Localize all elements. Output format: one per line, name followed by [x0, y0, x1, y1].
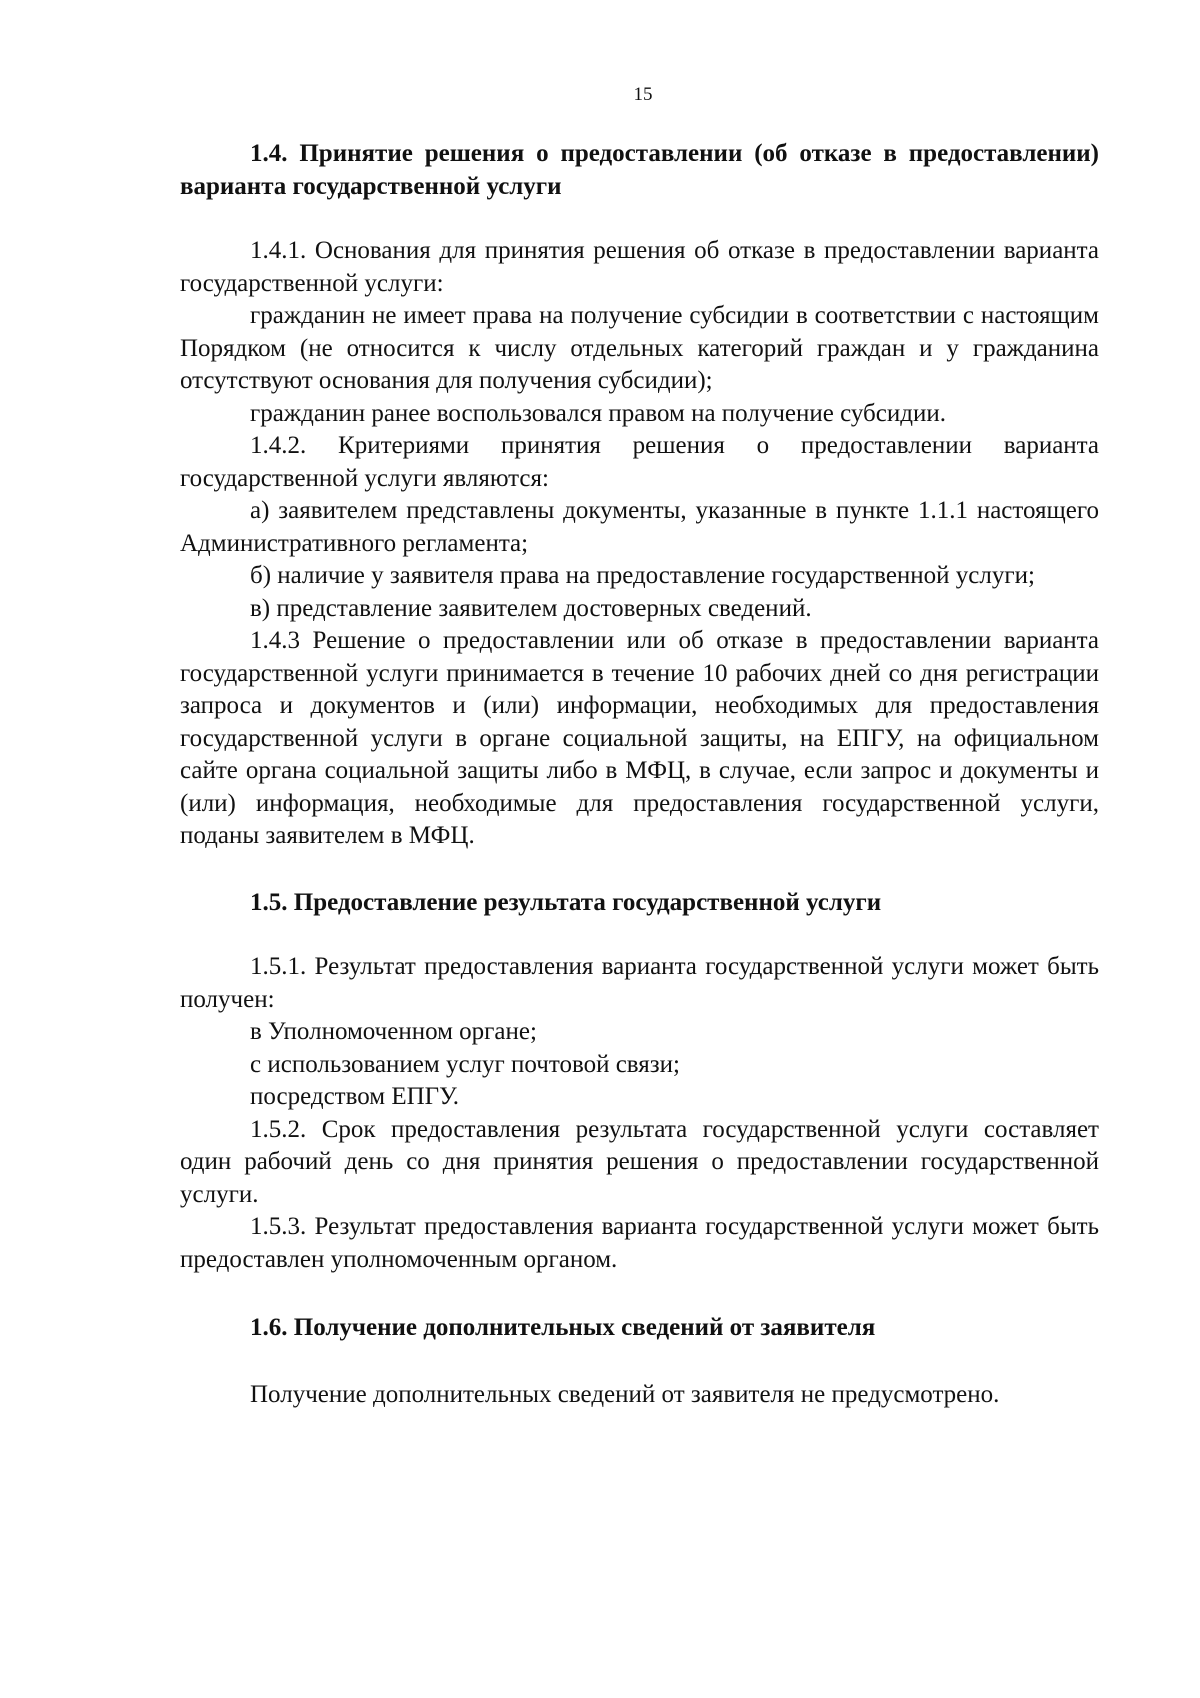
paragraph-1-4-2-item-c: в) представление заявителем достоверных сведений.	[250, 594, 812, 622]
paragraph-1-4-1-item-1: гражданин не имеет права на получение субсидии в соответствии с настоящим Порядком (не относится к числу отдельных категорий граждан и у гражданина отсутствуют основания для получения субсидии);	[180, 302, 1099, 394]
paragraph-1-4-1-item-2: гражданин ранее воспользовался правом на получение субсидии.	[250, 399, 946, 427]
section-heading-1-4: 1.4. Принятие решения о предоставлении (об отказе в предоставлении) варианта государственной услуги	[180, 140, 1099, 200]
paragraph-1-5-1-item-3: посредством ЕПГУ.	[250, 1083, 459, 1110]
paragraph-1-4-1: 1.4.1. Основания для принятия решения об отказе в предоставлении варианта государственной услуги:	[180, 237, 1099, 297]
paragraph-1-5-3: 1.5.3. Результат предоставления варианта государственной услуги может быть предоставлен уполномоченным органом.	[180, 1213, 1099, 1273]
paragraph-1-5-2: 1.5.2. Срок предоставления результата государственной услуги составляет один рабочий день со дня принятия решения о предоставлении государственной услуги.	[180, 1115, 1099, 1208]
paragraph-1-6: Получение дополнительных сведений от заявителя не предусмотрено.	[250, 1380, 1000, 1408]
paragraph-1-4-2: 1.4.2. Критериями принятия решения о предоставлении варианта государственной услуги являются:	[180, 432, 1099, 492]
paragraph-1-5-1-item-1: в Уполномоченном органе;	[250, 1018, 537, 1045]
document-body	[180, 138, 1099, 1411]
paragraph-1-4-2-item-a: а) заявителем представлены документы, указанные в пункте 1.1.1 настоящего Административного регламента;	[180, 497, 1099, 557]
paragraph-1-4-3: 1.4.3 Решение о предоставлении или об отказе в предоставлении варианта государственной услуги принимается в течение 10 рабочих дней со дня регистрации запроса и документов и (или) информации, необходимых для предоставления государственной услуги в органе социальной защиты, на ЕПГУ, на официальном сайте органа социальной защиты либо в МФЦ, в случае, если запрос и документы и (или) информация, необходимые для предоставления государственной услуги, поданы заявителем в МФЦ.	[180, 627, 1099, 849]
section-heading-1-6: 1.6. Получение дополнительных сведений от заявителя	[250, 1314, 876, 1341]
paragraph-1-5-1-item-2: с использованием услуг почтовой связи;	[250, 1050, 680, 1078]
page-number: 15	[633, 84, 653, 105]
paragraph-1-4-2-item-b: б) наличие у заявителя права на предоставление государственной услуги;	[250, 562, 1035, 589]
paragraph-1-5-1: 1.5.1. Результат предоставления варианта государственной услуги может быть получен:	[180, 953, 1099, 1013]
section-heading-1-5: 1.5. Предоставление результата государственной услуги	[250, 888, 882, 916]
